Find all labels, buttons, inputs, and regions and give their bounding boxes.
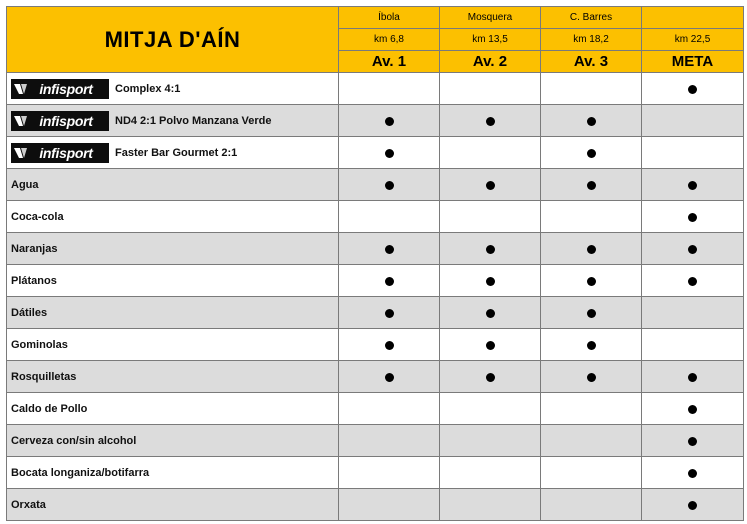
table-row	[7, 73, 744, 105]
mark-cell-4	[642, 233, 744, 265]
table-row	[7, 233, 744, 265]
mark-cell-2	[440, 329, 541, 361]
item-name: Cerveza con/sin alcohol	[11, 434, 137, 447]
mark-cell-2	[440, 73, 541, 105]
available-dot-icon	[688, 181, 697, 190]
mark-cell-4	[642, 489, 744, 521]
mark-cell-3	[541, 169, 642, 201]
item-name-cell	[7, 489, 339, 521]
table-row	[7, 393, 744, 425]
mark-cell-2	[440, 233, 541, 265]
mark-cell-1	[339, 169, 440, 201]
mark-cell-1	[339, 425, 440, 457]
item-name-cell	[7, 393, 339, 425]
available-dot-icon	[688, 245, 697, 254]
table-row	[7, 361, 744, 393]
available-dot-icon	[587, 245, 596, 254]
available-dot-icon	[688, 469, 697, 478]
mark-cell-3	[541, 457, 642, 489]
available-dot-icon	[486, 117, 495, 126]
mark-cell-4	[642, 329, 744, 361]
item-name: Dátiles	[11, 306, 48, 319]
available-dot-icon	[486, 277, 495, 286]
available-dot-icon	[486, 373, 495, 382]
item-name: Faster Bar Gourmet 2:1	[115, 146, 238, 159]
table-row	[7, 265, 744, 297]
mark-cell-4	[642, 105, 744, 137]
item-name: Caldo de Pollo	[11, 402, 88, 415]
mark-cell-2	[440, 201, 541, 233]
mark-cell-1	[339, 457, 440, 489]
available-dot-icon	[587, 277, 596, 286]
infisport-logo-icon	[11, 111, 109, 131]
item-name-cell	[7, 201, 339, 233]
mark-cell-1	[339, 265, 440, 297]
available-dot-icon	[385, 245, 394, 254]
mark-cell-1	[339, 105, 440, 137]
item-name-cell	[7, 425, 339, 457]
item-name-cell	[7, 233, 339, 265]
mark-cell-1	[339, 137, 440, 169]
available-dot-icon	[385, 181, 394, 190]
table-row	[7, 105, 744, 137]
mark-cell-3	[541, 233, 642, 265]
available-dot-icon	[486, 309, 495, 318]
table-row	[7, 169, 744, 201]
available-dot-icon	[587, 117, 596, 126]
page-title: MITJA D'AÍN	[7, 7, 339, 73]
mark-cell-2	[440, 105, 541, 137]
mark-cell-1	[339, 233, 440, 265]
product-cell	[11, 79, 338, 99]
available-dot-icon	[385, 117, 394, 126]
mark-cell-1	[339, 297, 440, 329]
item-name: Complex 4:1	[115, 82, 181, 95]
col-location-3: C. Barres	[541, 7, 642, 29]
available-dot-icon	[688, 373, 697, 382]
table-row	[7, 457, 744, 489]
mark-cell-3	[541, 73, 642, 105]
table-row	[7, 137, 744, 169]
col-km-4: km 22,5	[642, 29, 744, 51]
mark-cell-3	[541, 137, 642, 169]
available-dot-icon	[688, 501, 697, 510]
mark-cell-1	[339, 361, 440, 393]
item-name: Coca-cola	[11, 210, 64, 223]
available-dot-icon	[385, 373, 394, 382]
mark-cell-4	[642, 361, 744, 393]
available-dot-icon	[587, 149, 596, 158]
mark-cell-1	[339, 489, 440, 521]
mark-cell-4	[642, 457, 744, 489]
item-name-cell	[7, 105, 339, 137]
available-dot-icon	[385, 277, 394, 286]
available-dot-icon	[688, 405, 697, 414]
mark-cell-4	[642, 137, 744, 169]
col-km-1: km 6,8	[339, 29, 440, 51]
available-dot-icon	[587, 181, 596, 190]
item-name: Agua	[11, 178, 39, 191]
mark-cell-1	[339, 329, 440, 361]
col-label-1: Av. 1	[339, 51, 440, 73]
item-name-cell	[7, 329, 339, 361]
col-label-2: Av. 2	[440, 51, 541, 73]
mark-cell-3	[541, 361, 642, 393]
item-name-cell	[7, 169, 339, 201]
item-name: Bocata longaniza/botifarra	[11, 466, 150, 479]
table-row	[7, 425, 744, 457]
mark-cell-2	[440, 457, 541, 489]
available-dot-icon	[486, 341, 495, 350]
available-dot-icon	[587, 373, 596, 382]
table-row	[7, 297, 744, 329]
col-location-4	[642, 7, 744, 29]
mark-cell-2	[440, 489, 541, 521]
available-dot-icon	[385, 149, 394, 158]
mark-cell-4	[642, 73, 744, 105]
item-name-cell	[7, 457, 339, 489]
col-location-2: Mosquera	[440, 7, 541, 29]
item-name-cell	[7, 73, 339, 105]
item-name: ND4 2:1 Polvo Manzana Verde	[115, 114, 272, 127]
available-dot-icon	[688, 277, 697, 286]
col-km-2: km 13,5	[440, 29, 541, 51]
mark-cell-2	[440, 169, 541, 201]
mark-cell-3	[541, 393, 642, 425]
mark-cell-3	[541, 297, 642, 329]
brand-text: infisport	[39, 80, 93, 97]
mark-cell-3	[541, 201, 642, 233]
mark-cell-2	[440, 265, 541, 297]
table-row	[7, 329, 744, 361]
mark-cell-3	[541, 265, 642, 297]
available-dot-icon	[385, 309, 394, 318]
infisport-logo-icon	[11, 79, 109, 99]
mark-cell-4	[642, 201, 744, 233]
product-cell	[11, 143, 338, 163]
item-name-cell	[7, 297, 339, 329]
mark-cell-4	[642, 169, 744, 201]
mark-cell-3	[541, 489, 642, 521]
supply-table	[6, 6, 744, 521]
mark-cell-2	[440, 137, 541, 169]
mark-cell-4	[642, 265, 744, 297]
mark-cell-1	[339, 393, 440, 425]
available-dot-icon	[486, 181, 495, 190]
available-dot-icon	[587, 341, 596, 350]
item-name: Orxata	[11, 498, 46, 511]
mark-cell-4	[642, 393, 744, 425]
col-km-3: km 18,2	[541, 29, 642, 51]
item-name: Plátanos	[11, 274, 57, 287]
item-name-cell	[7, 361, 339, 393]
available-dot-icon	[587, 309, 596, 318]
item-name: Naranjas	[11, 242, 58, 255]
col-location-1: Íbola	[339, 7, 440, 29]
table-row	[7, 201, 744, 233]
product-cell	[11, 111, 338, 131]
available-dot-icon	[688, 213, 697, 222]
brand-text: infisport	[39, 112, 93, 129]
available-dot-icon	[688, 85, 697, 94]
mark-cell-4	[642, 297, 744, 329]
mark-cell-2	[440, 361, 541, 393]
mark-cell-2	[440, 393, 541, 425]
mark-cell-1	[339, 73, 440, 105]
mark-cell-2	[440, 297, 541, 329]
available-dot-icon	[486, 245, 495, 254]
mark-cell-4	[642, 425, 744, 457]
available-dot-icon	[385, 341, 394, 350]
col-label-4: META	[642, 51, 744, 73]
item-name: Rosquilletas	[11, 370, 77, 383]
item-name: Gominolas	[11, 338, 68, 351]
mark-cell-2	[440, 425, 541, 457]
item-name-cell	[7, 265, 339, 297]
table-row	[7, 489, 744, 521]
available-dot-icon	[688, 437, 697, 446]
mark-cell-3	[541, 329, 642, 361]
col-label-3: Av. 3	[541, 51, 642, 73]
infisport-logo-icon	[11, 143, 109, 163]
mark-cell-1	[339, 201, 440, 233]
mark-cell-3	[541, 105, 642, 137]
item-name-cell	[7, 137, 339, 169]
brand-text: infisport	[39, 144, 93, 161]
mark-cell-3	[541, 425, 642, 457]
